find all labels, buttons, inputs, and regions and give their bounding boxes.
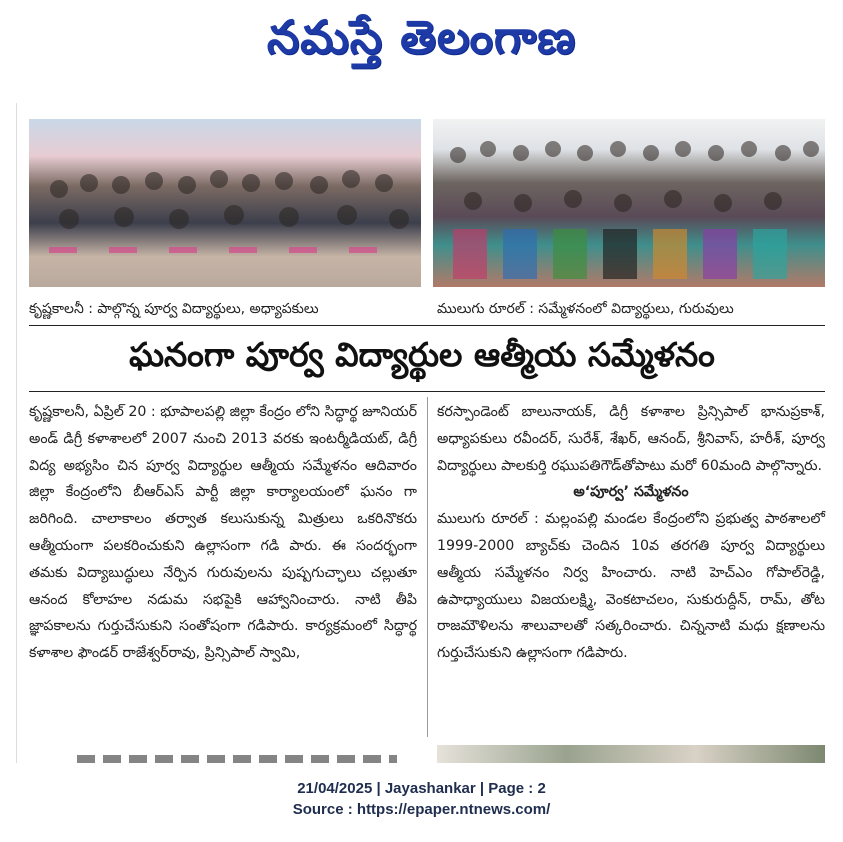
article-headline: ఘనంగా పూర్వ విద్యార్థుల ఆత్మీయ సమ్మేళనం [129, 335, 715, 374]
article-column-right [437, 399, 825, 667]
group-photo-mulugu [433, 119, 825, 287]
article-subheading: అ‘పూర్వ’ సమ్మేళనం [573, 484, 689, 501]
news-clipping [16, 103, 827, 763]
headline-rule-top [29, 325, 825, 326]
footer-date-edition: 21/04/2025 | Jayashankar | Page : 2 [297, 780, 546, 797]
masthead-logo: నమస్తే తెలంగాణ [266, 10, 577, 64]
group-photo-left-figures [29, 119, 421, 287]
article-body-left: కృష్ణకాలనీ, ఏప్రిల్ 20 : భూపాలపల్లి జిల్లా కేంద్రం లోని సిద్ధార్థ జూనియర్ అండ్ డిగ్రీ కళాశాలలో 2007 నుంచి 2013 వరకు ఇంటర్మీడియట్, డిగ్రీ విద్య అభ్యసిం చిన పూర్వ విద్యార్థుల ఆత్మీయ సమ్మేళనం ఆదివారం జిల్లా కేంద్రంలోని బీఆర్ఎస్ పార్టీ జిల్లా కార్యాలయంలో ఘనం గా జరిగింది. చాలాకాలం తర్వాత కలుసుకున్న మిత్రులు ఒకరినొకరు ఆత్మీయంగా పలకరించుకుని ఉల్లాసంగా గడి పారు. ఈ సందర్భంగా తమకు విద్యాబుద్ధులు నేర్పిన గురువులను పుష్పగుచ్ఛాలు చల్లుతూ ఆనంద కోలాహల నడుమ సభపైకి ఆహ్వానించారు. నాటి తీపి జ్ఞాపకాలను గుర్తుచేసుకుని సంతోషంగా గడిపారు. కార్యక్రమంలో సిద్ధార్థ కళాశాల ఫౌండర్ రాజేశ్వర్‌రావు, ప్రిన్సిపాల్ స్వామి, [29, 404, 417, 662]
article-body-right-para1: కరస్పాండెంట్ బాలునాయక్, డిగ్రీ కళాశాల ప్రిన్సిపాల్ భానుప్రకాశ్, అధ్యాపకులు రవీందర్, సురేశ్, శేఖర్, ఆనంద్, శ్రీనివాస్, హరీశ్, పూర్వ విద్యార్థులు పాలకుర్తి రఘుపతిగౌడ్‌తోపాటు మరో 60మంది పాల్గొన్నారు. [437, 404, 825, 474]
footer-source: Source : https://epaper.ntnews.com/ [292, 801, 551, 818]
group-photo-right-figures [433, 119, 825, 287]
article-column-left [29, 399, 417, 667]
page-footer [0, 778, 843, 820]
article-body-right-para2: ములుగు రూరల్ : మల్లంపల్లి మండల కేంద్రంలోని ప్రభుత్వ పాఠశాలలో 1999-2000 బ్యాచ్‌కు చెందిన 10వ తరగతి పూర్వ విద్యార్థులు ఆత్మీయ సమ్మేళనం నిర్వ హించారు. నాటి హెచ్ఎం గోపాల్‌రెడ్డి, ఉపాధ్యాయులు విజయలక్ష్మి, వెంకటాచలం, సుకురుద్దీన్, రామ్, తోట రాజమౌళిలను శాలువాలతో సత్కరించారు. చిన్ననాటి మధు క్షణాలను గుర్తుచేసుకుని ఉల్లాసంగా గడిపారు. [437, 511, 825, 662]
group-photo-krishnacolony [29, 119, 421, 287]
next-photo-cut-off [437, 745, 825, 763]
headline-rule-bottom [29, 391, 825, 392]
column-divider [427, 397, 428, 737]
photo-caption-left: కృష్ణకాలనీ : పాల్గొన్న పూర్వ విద్యార్థులు, అధ్యాపకులు [29, 301, 319, 317]
photo-caption-right: ములుగు రూరల్ : సమ్మేళనంలో విద్యార్థులు, గురువులు [437, 301, 734, 317]
masthead [0, 0, 843, 100]
next-article-cut-off [77, 755, 397, 763]
